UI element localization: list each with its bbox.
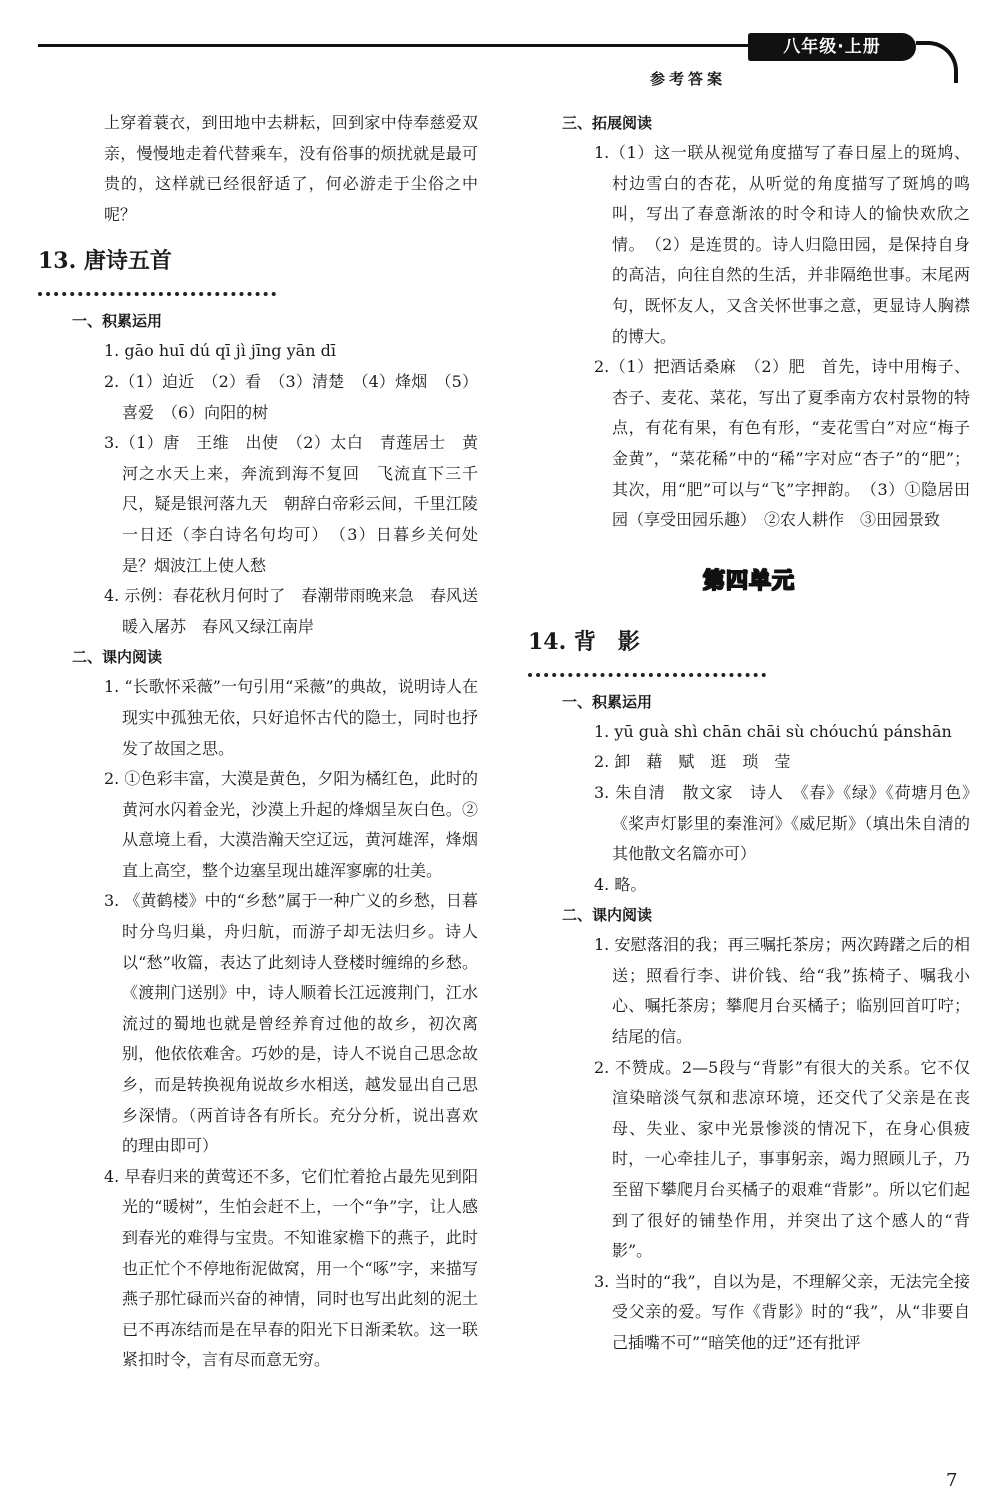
answer-item: 3. 当时的“我”，自以为是，不理解父亲，无法完全接受父亲的爱。写作《背影》时的“我”，从“非要自己插嘴不可”“暗笑他的迂”还有批评	[594, 1271, 970, 1352]
lesson-title: 13. 唐诗五首	[38, 248, 172, 275]
header-subtitle: 参考答案	[650, 70, 727, 88]
answer-item: 2.（1）迫近 （2）看 （3）清楚 （4）烽烟 （5）喜爱 （6）向阳的树	[104, 371, 478, 422]
answer-item: 4. 示例：春花秋月何时了 春潮带雨晚来急 春风送暖入屠苏 春风又绿江南岸	[104, 586, 478, 636]
answer-item: 1. yū guà shì chān chāi sù chóuchú pánshān	[594, 721, 952, 741]
answer-item: 1. “长歌怀采薇”一句引用“采薇”的典故，说明诗人在现实中孤独无依，只好追怀古代的隐士，同时也抒发了故国之思。	[104, 677, 478, 758]
answer-item: 1. gāo huī dú qī jì jīng yān dī	[104, 341, 336, 361]
unit-title: 第四单元	[702, 568, 795, 594]
answer-item: 1.（1）这一联从视觉角度描写了春日屋上的斑鸠、村边雪白的杏花，从听觉的角度描写了斑鸠的鸣叫，写出了春意渐浓的时令和诗人的愉快欢欣之情。 （2）是连贯的。诗人归隐田园，是保持自身的高洁，向往自然的生活，并非隔绝世事。末尾两句，既怀友人，又含关怀世事之意，更显诗人胸襟的博大。	[594, 143, 970, 346]
right-column	[528, 108, 987, 1359]
section-heading: 三、拓展阅读	[562, 114, 653, 132]
intro-paragraph: 上穿着蓑衣，到田地中去耕耘，回到家中侍奉慈爱双亲，慢慢地走着代替乘车，没有俗事的烦扰就是最可贵的，这样就已经很舒适了，何必游走于尘俗之中呢？	[104, 113, 478, 224]
section-heading: 二、课内阅读	[562, 906, 653, 925]
answer-item: 3. 朱自清 散文家 诗人 《春》《绿》《荷塘月色》 《桨声灯影里的秦淮河》《威尼斯》（填出朱自清的其他散文名篇亦可）	[594, 782, 987, 864]
section-heading: 二、课内阅读	[72, 648, 163, 667]
answer-item: 4. 略。	[594, 874, 647, 894]
header-rule	[38, 44, 750, 47]
answer-item: 3. 《黄鹤楼》中的“乡愁”属于一种广义的乡愁，日暮时分鸟归巢，舟归航，而游子却无法归乡。诗人以“愁”收篇，表达了此刻诗人登楼时缠绵的乡愁。《渡荆门送别》中，诗人顺着长江远渡荆门，江水流过的蜀地也就是曾经养育过他的故乡，初次离别，他依依难舍。巧妙的是，诗人不说自己思念故乡，而是转换视角说故乡水相送，越发显出自己思乡深情。（两首诗各有所长。充分分析，说出喜欢的理由即可）	[104, 891, 478, 1156]
left-column	[38, 108, 478, 1376]
answer-item: 4. 早春归来的黄莺还不多，它们忙着抢占最先见到阳光的“暖树”，生怕会赶不上，一个“争”字，让人感到春光的难得与宝贵。不知谁家檐下的燕子，此时也正忙个不停地衔泥做窝，用一个“啄”字，来描写燕子那忙碌而兴奋的神情，同时也写出此刻的泥土已不再冻结而是在早春的阳光下日渐柔软。这一联紧扣时令，言有尽而意无穷。	[104, 1166, 478, 1370]
answer-item: 2. 不赞成。2—5段与“背影”有很大的关系。它不仅渲染暗淡气氛和悲凉环境，还交代了父亲是在丧母、失业、家中光景惨淡的情况下，在身心俱疲时，一心牵挂儿子，事事躬亲，竭力照顾儿子，乃至留下攀爬月台买橘子的艰难“背影”。所以它们起到了很好的铺垫作用，并突出了这个感人的“背影”。	[594, 1057, 970, 1261]
lesson-title: 14. 背 影	[528, 628, 640, 655]
grade-badge: 八年级·上册	[748, 33, 916, 61]
answer-item: 2. ①色彩丰富，大漠是黄色，夕阳为橘红色，此时的黄河水闪着金光，沙漠上升起的烽烟呈灰白色。②从意境上看，大漠浩瀚天空辽远，黄河雄浑，烽烟直上高空，整个边塞呈现出雄浑寥廓的壮美。	[104, 769, 478, 880]
section-heading: 一、积累运用	[72, 312, 163, 331]
section-heading: 一、积累运用	[562, 692, 653, 711]
header-curl	[916, 41, 958, 83]
page-number: 7	[946, 1470, 958, 1491]
answer-item: 2.（1）把酒话桑麻 （2）肥 首先，诗中用梅子、杏子、麦花、菜花，写出了夏季南方农村景物的特点，有花有果，有色有形，“麦花雪白”对应“梅子金黄”，“菜花稀”中的“稀”字对应“杏子”的“肥”；其次，用“肥”可以与“飞”字押韵。 （3）①隐居田园（享受田园乐趣） ②农人耕作 ③田园景致	[594, 357, 970, 530]
dotted-divider	[528, 663, 766, 677]
dotted-divider	[38, 282, 276, 296]
answer-item: 2. 卸 藉 赋 逛 琐 莹	[594, 752, 791, 772]
answer-item: 3.（1）唐 王维 出使 （2）太白 青莲居士 黄河之水天上来，奔流到海不复回 飞流直下三千尺，疑是银河落九天 朝辞白帝彩云间，千里江陵一日还（李白诗名句均可） （3）日暮乡关何处是？烟波江上使人愁	[104, 433, 478, 575]
answer-item: 1. 安慰落泪的我；再三嘱托茶房；两次踌躇之后的相送；照看行李、讲价钱、给“我”拣椅子、嘱我小心、嘱托茶房；攀爬月台买橘子；临别回首叮咛；结尾的信。	[594, 935, 970, 1047]
